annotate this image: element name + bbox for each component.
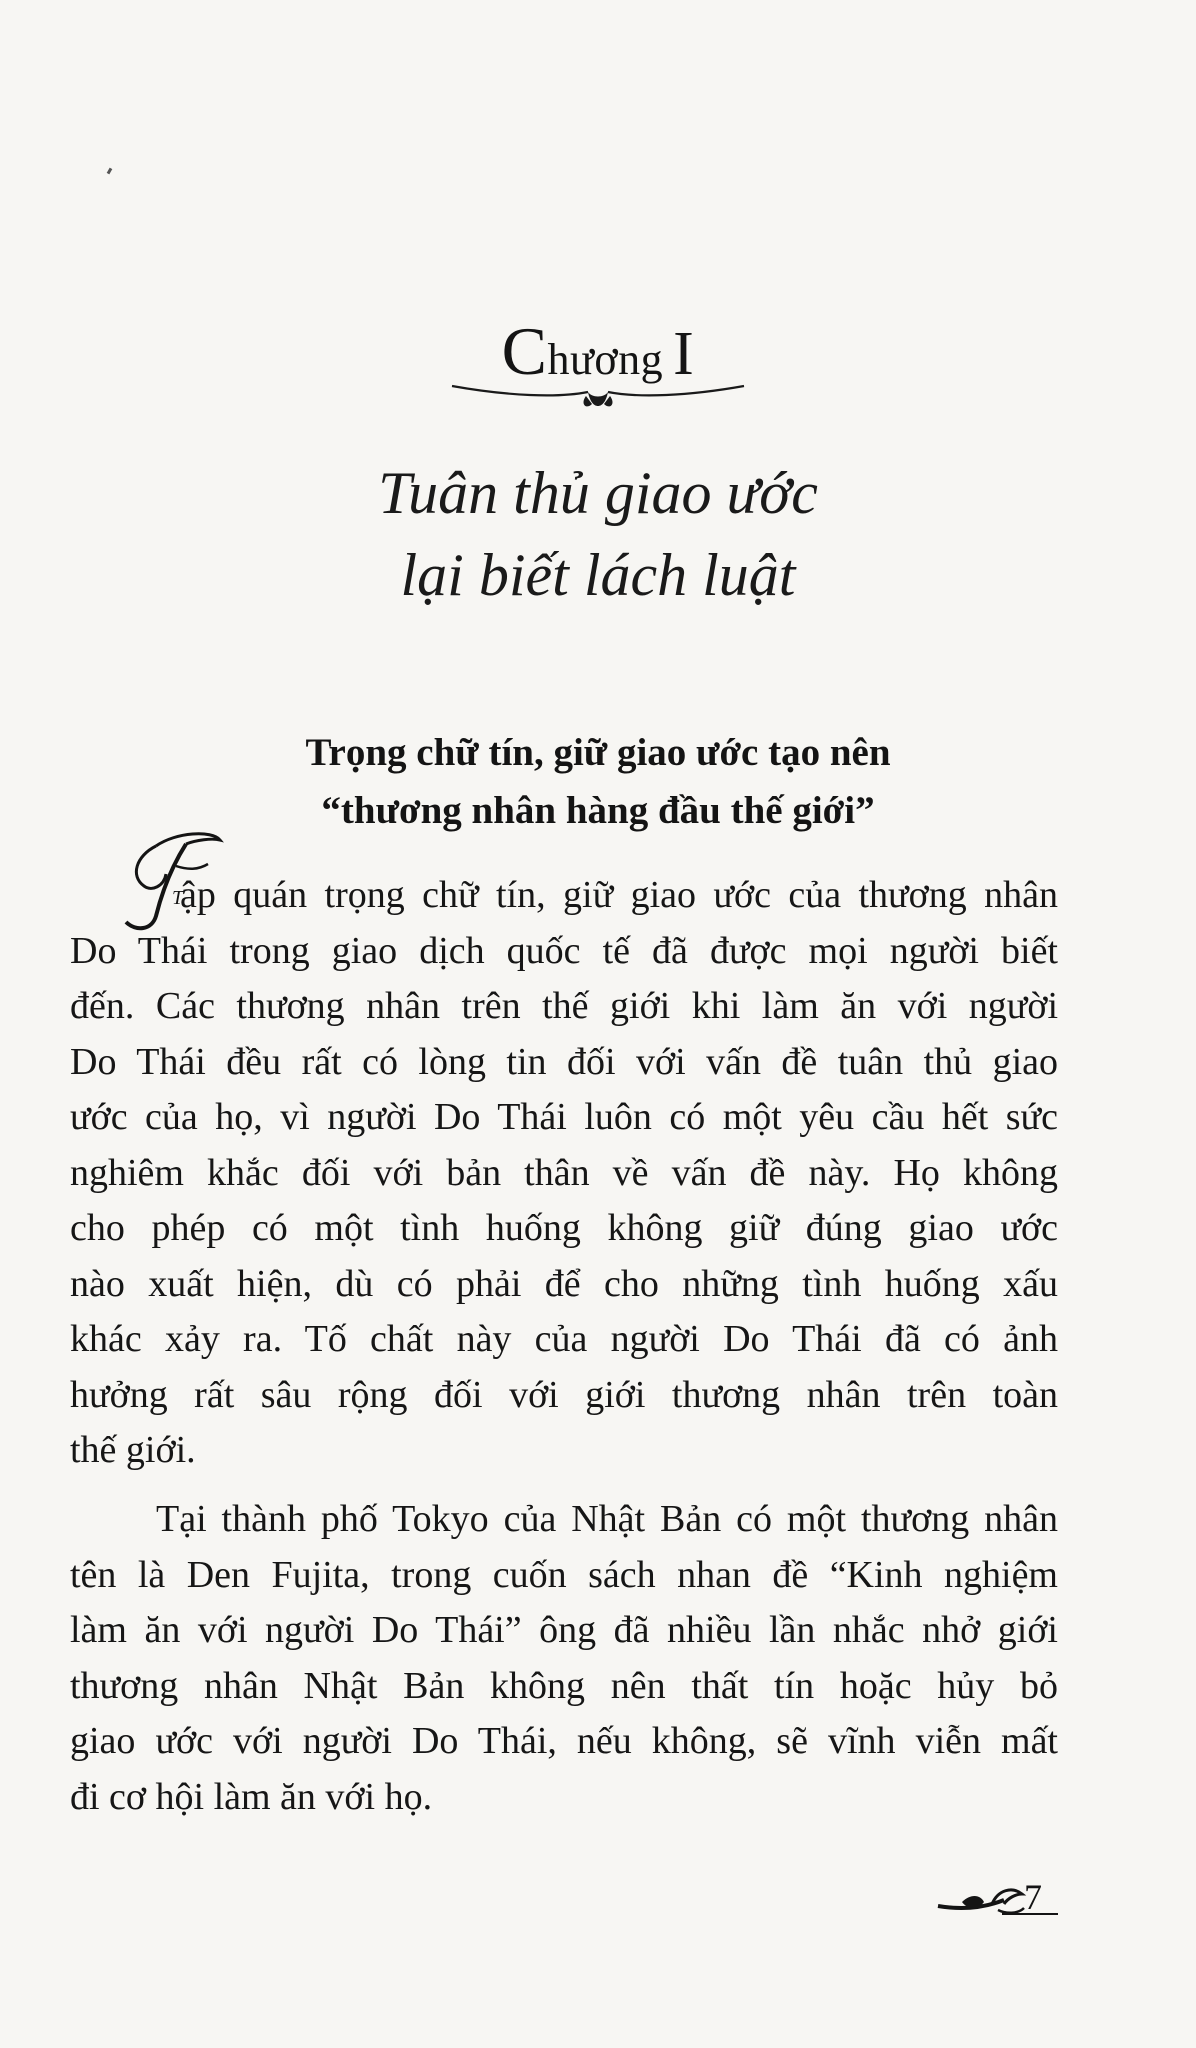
paragraph-line: thương nhân Nhật Bản không nên thất tín hoặc hủy bỏ <box>70 1664 1058 1707</box>
paragraph-line: ập quán trọng chữ tín, giữ giao ước của thương nhân <box>180 874 1058 916</box>
paragraph-line: Tại thành phố Tokyo của Nhật Bản có một thương nhân <box>156 1498 1058 1540</box>
paragraph-line: hưởng rất sâu rộng đối với giới thương nhân trên toàn <box>70 1373 1058 1416</box>
page-number: 7 <box>1024 1877 1042 1917</box>
folio-ornament-icon <box>932 1880 1062 1920</box>
paragraph-line: nghiêm khắc đối với bản thân về vấn đề này. Họ không <box>70 1151 1058 1194</box>
paragraph-line: đến. Các thương nhân trên thế giới khi làm ăn với người <box>70 985 1058 1027</box>
paragraph-line: ước của họ, vì người Do Thái luôn có một yêu cầu hết sức <box>70 1096 1058 1138</box>
paragraph-line: Do Thái trong giao dịch quốc tế đã được mọi người biết <box>70 929 1058 972</box>
drop-cap-char: T <box>172 887 184 909</box>
paragraph-line: làm ăn với người Do Thái” ông đã nhiều lần nhắc nhở giới <box>70 1609 1058 1651</box>
scan-mark <box>107 168 113 175</box>
chapter-number: I <box>673 320 695 388</box>
paragraph-line: cho phép có một tình huống không giữ đúng giao ước <box>70 1207 1058 1249</box>
chapter-title-line-1: Tuân thủ giao ước <box>378 460 818 526</box>
chapter-label-rest: hương <box>547 335 664 384</box>
paragraph-line: nào xuất hiện, dù có phải để cho những tình huống xấu <box>70 1262 1058 1305</box>
paragraph-line: thế giới. <box>70 1429 196 1471</box>
paragraph-line: giao ước với người Do Thái, nếu không, sẽ vĩnh viễn mất <box>70 1720 1058 1762</box>
flourish-ornament-icon <box>448 376 748 416</box>
paragraph-2 <box>70 1492 1058 1825</box>
section-heading <box>0 724 1196 840</box>
chapter-title <box>0 452 1196 616</box>
paragraph-line: đi cơ hội làm ăn với họ. <box>70 1775 433 1818</box>
paragraph-line: khác xảy ra. Tố chất này của người Do Thái đã có ảnh <box>70 1318 1058 1360</box>
chapter-label-cap: C <box>501 313 548 389</box>
section-heading-line-2: “thương nhân hàng đầu thế giới” <box>321 789 875 832</box>
section-heading-line-1: Trọng chữ tín, giữ giao ước tạo nên <box>305 731 891 774</box>
paragraph-1 <box>70 868 1058 1479</box>
chapter-title-line-2: lại biết lách luật <box>400 542 796 608</box>
paragraph-line: tên là Den Fujita, trong cuốn sách nhan đề “Kinh nghiệm <box>70 1553 1058 1596</box>
paragraph-line: Do Thái đều rất có lòng tin đối với vấn đề tuân thủ giao <box>70 1040 1058 1083</box>
